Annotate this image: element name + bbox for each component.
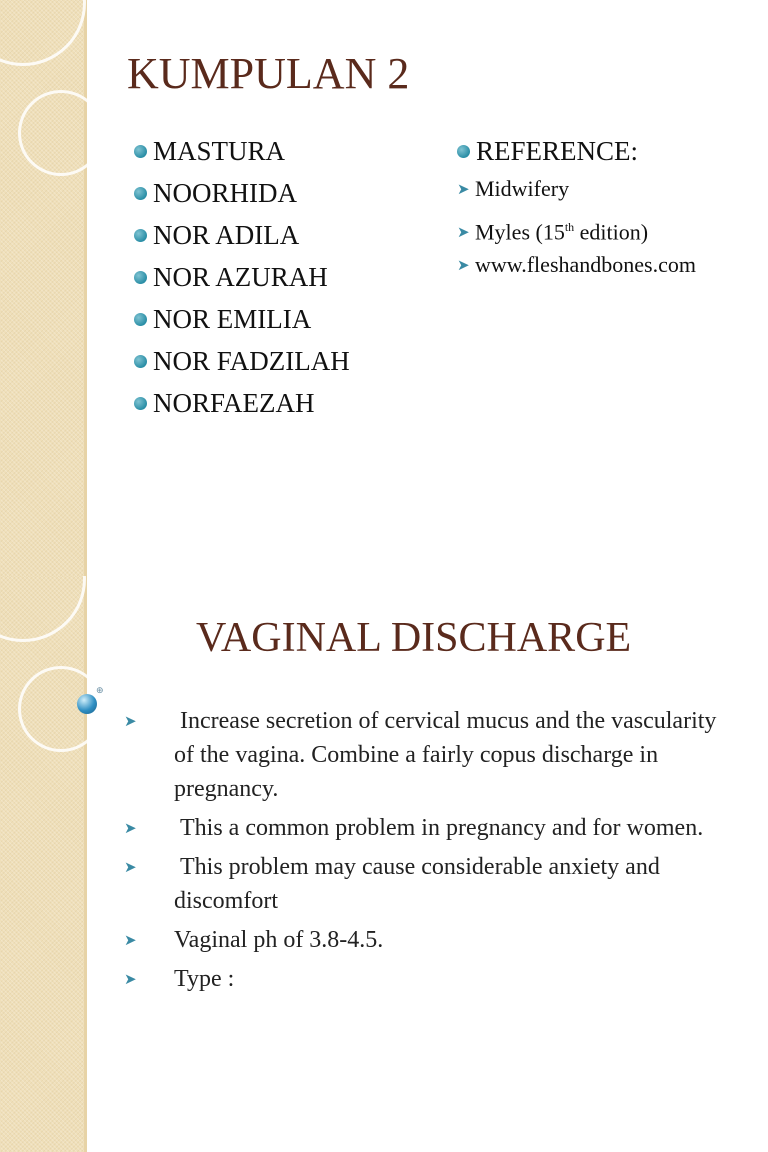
arrow-bullet-icon: ➤: [457, 256, 470, 274]
bullet-dot-icon: [134, 187, 147, 200]
small-mark-icon: ⊕: [96, 686, 104, 696]
reference-heading: REFERENCE:: [457, 132, 696, 174]
bullet-dot-icon: [134, 271, 147, 284]
member-list: [134, 132, 350, 426]
list-item: ➤ This problem may cause considerable anxiety and discomfort: [124, 850, 744, 918]
sphere-icon: [77, 694, 97, 714]
list-item: ➤ Increase secretion of cervical mucus and the vascularity of the vagina. Combine a fairly copus discharge in pregnancy.: [124, 704, 744, 806]
decorative-strip: [0, 0, 86, 576]
arrow-bullet-icon: ➤: [124, 931, 137, 949]
arrow-bullet-icon: ➤: [124, 970, 137, 988]
ring-decoration: [18, 90, 104, 176]
bullet-dot-icon: [457, 145, 470, 158]
reference-item: ➤ Midwifery: [457, 174, 696, 212]
arrow-bullet-icon: ➤: [124, 858, 137, 876]
arrow-bullet-icon: ➤: [457, 223, 470, 242]
list-item: ➤ Type :: [124, 962, 744, 996]
bullet-dot-icon: [134, 145, 147, 158]
reference-item: ➤ www.fleshandbones.com: [457, 250, 696, 288]
list-item: NOR ADILA: [134, 216, 350, 258]
discharge-points-list: [124, 704, 744, 1001]
bullet-dot-icon: [134, 229, 147, 242]
list-item: MASTURA: [134, 132, 350, 174]
list-item: NORFAEZAH: [134, 384, 350, 426]
reference-list: [457, 174, 696, 288]
decorative-strip: [0, 576, 86, 1152]
list-item: ➤ This a common problem in pregnancy and for women.: [124, 811, 744, 845]
bullet-dot-icon: [134, 355, 147, 368]
list-item: NOR AZURAH: [134, 258, 350, 300]
list-item: ➤ Vaginal ph of 3.8-4.5.: [124, 923, 744, 957]
reference-block: [457, 132, 696, 288]
list-item: NOR FADZILAH: [134, 342, 350, 384]
arrow-bullet-icon: ➤: [457, 180, 470, 198]
slide-title: VAGINAL DISCHARGE: [196, 615, 632, 661]
list-item: NOORHIDA: [134, 174, 350, 216]
reference-item: ➤ Myles (15th edition): [457, 212, 696, 250]
bullet-dot-icon: [134, 397, 147, 410]
arrow-bullet-icon: ➤: [124, 712, 137, 730]
bullet-dot-icon: [134, 313, 147, 326]
slide-2: [0, 576, 768, 1152]
arrow-bullet-icon: ➤: [124, 819, 137, 837]
slide-title: KUMPULAN 2: [127, 49, 410, 98]
list-item: NOR EMILIA: [134, 300, 350, 342]
